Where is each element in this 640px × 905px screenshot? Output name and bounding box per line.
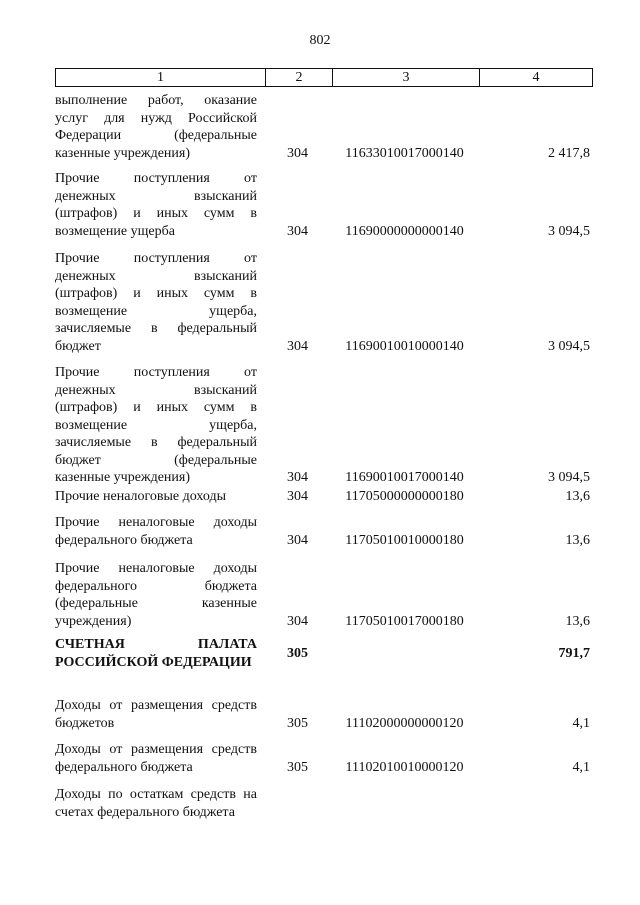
row-value: 13,6 <box>565 532 590 548</box>
description-line: бюджет <box>55 338 101 354</box>
description-line: Доходы по остаткам средств на <box>55 787 257 802</box>
row-value: 3 094,5 <box>548 338 590 354</box>
description-line: казенные учреждения) <box>55 145 191 161</box>
description-line: федерального бюджета <box>55 532 193 548</box>
description-line: денежных взысканий <box>55 188 257 204</box>
header-col-1: 1 <box>157 69 164 85</box>
description-line: Прочие поступления от <box>55 251 257 266</box>
row-kbk: 11102010010000120 <box>345 759 464 775</box>
row-value: 13,6 <box>565 489 590 504</box>
description-line: возмещение ущерба, <box>55 417 257 433</box>
row-description <box>55 364 257 487</box>
description-line: зачисляемые в федеральный <box>55 435 257 450</box>
row-description <box>55 514 257 549</box>
description-line: (штрафов) и иных сумм в <box>55 286 257 301</box>
row-value: 791,7 <box>558 645 590 661</box>
description-line: Доходы от размещения средств <box>55 698 257 713</box>
row-code: 304 <box>287 223 308 239</box>
row-description <box>55 250 257 355</box>
header-col-3: 3 <box>332 69 479 86</box>
page-number: 802 <box>309 33 331 48</box>
row-value: 3 094,5 <box>548 470 590 485</box>
row-code: 305 <box>287 759 308 775</box>
description-line: Прочие неналоговые доходы <box>55 561 257 576</box>
row-kbk: 11705010017000180 <box>345 613 464 629</box>
row-value: 13,6 <box>565 613 590 629</box>
row-code: 304 <box>287 613 308 629</box>
row-description <box>55 786 257 821</box>
row-code: 304 <box>287 145 308 161</box>
row-code: 304 <box>287 532 308 548</box>
row-description <box>55 697 257 732</box>
description-line: казенные учреждения) <box>55 470 191 485</box>
description-line: счетах федерального бюджета <box>55 804 235 820</box>
row-value: 3 094,5 <box>548 223 590 239</box>
description-line: Федерации (федеральные <box>55 128 257 143</box>
row-value: 4,1 <box>572 759 590 775</box>
row-kbk: 11705000000000180 <box>345 489 464 504</box>
description-line: зачисляемые в федеральный <box>55 321 257 336</box>
description-line: выполнение работ, оказание <box>55 93 257 108</box>
description-line: Прочие неналоговые доходы <box>55 489 227 504</box>
description-line: (штрафов) и иных сумм в <box>55 206 257 221</box>
description-line: Прочие поступления от <box>55 365 257 380</box>
row-kbk: 11690010017000140 <box>345 470 464 485</box>
row-description <box>55 92 257 162</box>
row-kbk: 11690010010000140 <box>345 338 464 354</box>
table-header <box>55 68 593 87</box>
description-line: учреждения) <box>55 613 132 629</box>
description-line: федерального бюджета <box>55 759 193 775</box>
description-line: Прочие неналоговые доходы <box>55 515 257 530</box>
description-line: денежных взысканий <box>55 382 257 398</box>
row-code: 304 <box>287 489 308 504</box>
row-value: 4,1 <box>572 715 590 731</box>
row-description <box>55 170 257 240</box>
row-code: 305 <box>287 715 308 731</box>
description-line: возмещение ущерба <box>55 223 175 239</box>
row-description <box>55 741 257 776</box>
row-kbk: 11690000000000140 <box>345 223 464 239</box>
description-line: СЧЕТНАЯ ПАЛАТА <box>55 637 257 652</box>
description-line: бюджет (федеральные <box>55 452 257 468</box>
row-kbk: 11633010017000140 <box>345 145 464 161</box>
row-code: 304 <box>287 470 308 485</box>
row-description <box>55 636 257 671</box>
description-line: возмещение ущерба, <box>55 303 257 319</box>
description-line: денежных взысканий <box>55 268 257 284</box>
description-line: услуг для нужд Российской <box>55 110 257 126</box>
description-line: (федеральные казенные <box>55 596 257 611</box>
header-col-4: 4 <box>479 69 592 86</box>
row-kbk: 11705010010000180 <box>345 532 464 548</box>
row-kbk: 11102000000000120 <box>345 715 464 731</box>
header-col-2: 2 <box>265 69 332 86</box>
description-line: РОССИЙСКОЙ ФЕДЕРАЦИИ <box>55 654 252 670</box>
row-code: 304 <box>287 338 308 354</box>
description-line: Прочие поступления от <box>55 171 257 186</box>
row-code: 305 <box>287 645 308 661</box>
description-line: бюджетов <box>55 715 115 731</box>
row-description <box>55 488 257 506</box>
row-description <box>55 560 257 630</box>
description-line: федерального бюджета <box>55 578 257 594</box>
row-value: 2 417,8 <box>548 145 590 161</box>
description-line: Доходы от размещения средств <box>55 742 257 757</box>
description-line: (штрафов) и иных сумм в <box>55 400 257 415</box>
